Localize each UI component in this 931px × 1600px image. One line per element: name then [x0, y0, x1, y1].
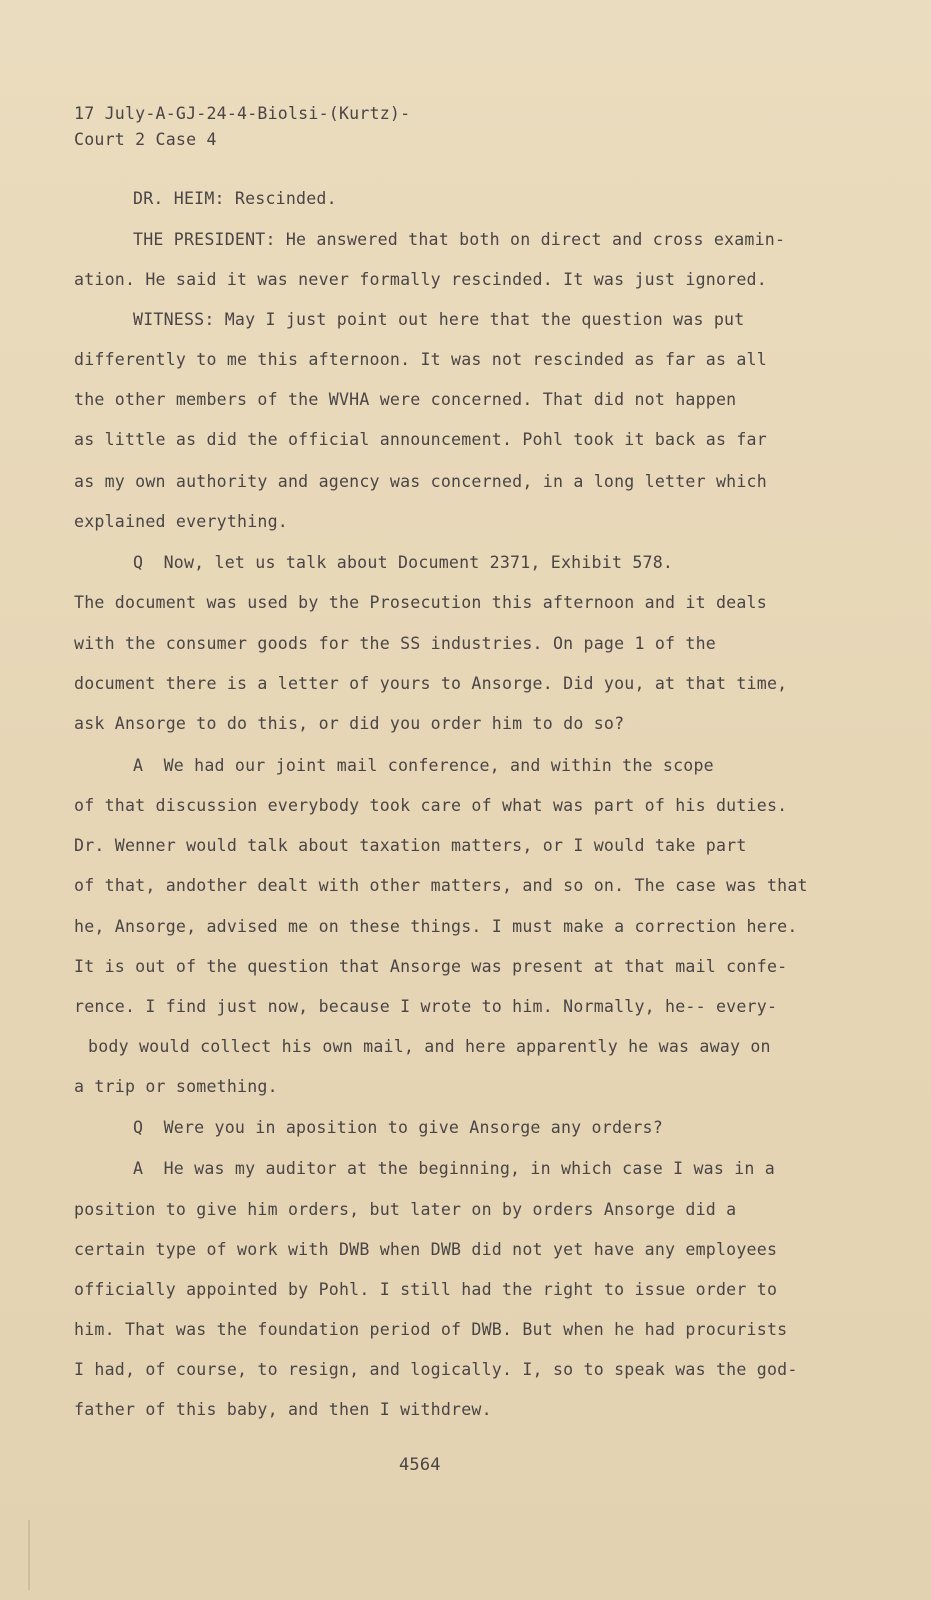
text-line: he, Ansorge, advised me on these things. I must make a correction here. — [74, 917, 798, 936]
text-line: certain type of work with DWB when DWB did not yet have any employees — [74, 1240, 778, 1259]
text-line: the other members of the WVHA were concerned. That did not happen — [74, 390, 737, 409]
text-line: explained everything. — [74, 512, 288, 531]
text-line: It is out of the question that Ansorge was present at that mail confe- — [74, 957, 788, 976]
text-line: with the consumer goods for the SS industries. On page 1 of the — [74, 634, 716, 653]
text-line: of that, andother dealt with other matters, and so on. The case was that — [74, 876, 808, 895]
text-line: Q Now, let us talk about Document 2371, Exhibit 578. — [133, 553, 674, 572]
text-line: position to give him orders, but later on by orders Ansorge did a — [74, 1200, 737, 1219]
text-line: The document was used by the Prosecution this afternoon and it deals — [74, 593, 767, 612]
text-line: ation. He said it was never formally rescinded. It was just ignored. — [74, 270, 767, 289]
text-line: DR. HEIM: Rescinded. — [133, 189, 337, 208]
text-line: officially appointed by Pohl. I still had the right to issue order to — [74, 1280, 778, 1299]
text-line: differently to me this afternoon. It was not rescinded as far as all — [74, 350, 767, 369]
text-line: rence. I find just now, because I wrote to him. Normally, he-- every- — [74, 997, 778, 1016]
text-line: THE PRESIDENT: He answered that both on direct and cross examin- — [133, 230, 786, 249]
text-line: a trip or something. — [74, 1077, 278, 1096]
header-line-1: 17 July-A-GJ-24-4-Biolsi-(Kurtz)- — [74, 104, 411, 123]
text-line: him. That was the foundation period of DWB. But when he had procurists — [74, 1320, 788, 1339]
text-line: as little as did the official announcement. Pohl took it back as far — [74, 430, 767, 449]
text-line: Dr. Wenner would talk about taxation matters, or I would take part — [74, 836, 747, 855]
text-line: as my own authority and agency was concerned, in a long letter which — [74, 472, 767, 491]
text-line: of that discussion everybody took care of what was part of his duties. — [74, 796, 788, 815]
text-line: ask Ansorge to do this, or did you order him to do so? — [74, 714, 625, 733]
text-line: WITNESS: May I just point out here that the question was put — [133, 310, 745, 329]
text-line: body would collect his own mail, and here apparently he was away on — [88, 1037, 771, 1056]
text-line: document there is a letter of yours to Ansorge. Did you, at that time, — [74, 674, 788, 693]
text-line: father of this baby, and then I withdrew. — [74, 1400, 492, 1419]
text-line: A We had our joint mail conference, and within the scope — [133, 756, 714, 775]
text-line: I had, of course, to resign, and logically. I, so to speak was the god- — [74, 1360, 798, 1379]
header-line-2: Court 2 Case 4 — [74, 130, 217, 149]
text-line: A He was my auditor at the beginning, in which case I was in a — [133, 1159, 775, 1178]
page-edge-mark — [28, 1520, 30, 1590]
text-line: Q Were you in aposition to give Ansorge any orders? — [133, 1118, 663, 1137]
page-number: 4564 — [399, 1455, 441, 1475]
